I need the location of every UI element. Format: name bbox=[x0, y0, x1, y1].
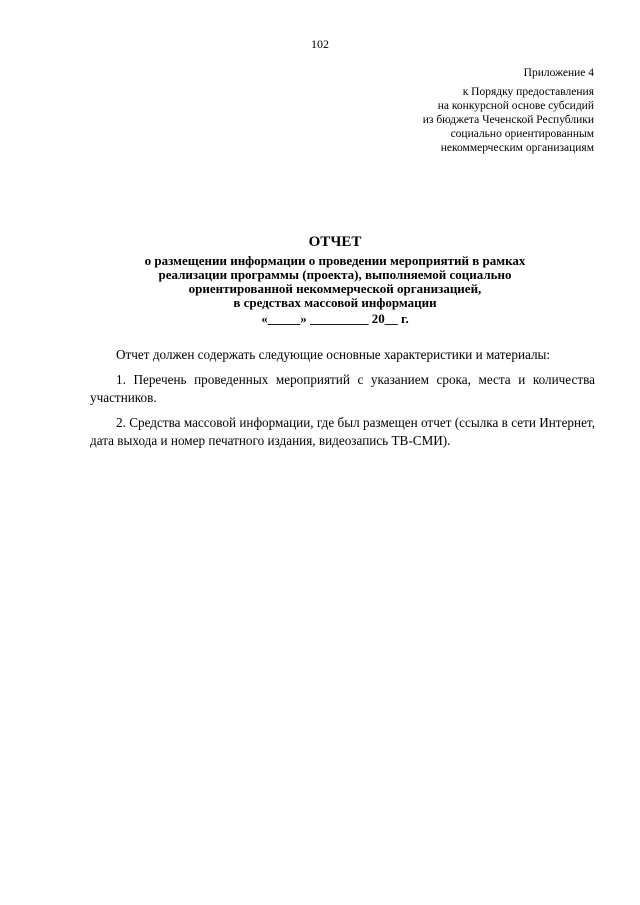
appendix-line: на конкурсной основе субсидий bbox=[437, 100, 594, 112]
appendix-block bbox=[334, 66, 594, 155]
body-list-item: 2. Средства массовой информации, где был размещен отчет (ссылка в сети Интернет, дата выхода и номер печатного издания, видеозапись ТВ-СМИ). bbox=[90, 415, 595, 448]
appendix-line: некоммерческим организациям bbox=[440, 142, 594, 154]
report-subtitle-line: в средствах массовой информации bbox=[233, 295, 437, 310]
report-subtitle-line: ориентированной некоммерческой организацией, bbox=[188, 281, 482, 296]
page-number: 102 bbox=[311, 37, 329, 51]
appendix-line: к Порядку предоставления bbox=[462, 86, 594, 98]
report-title: ОТЧЕТ bbox=[308, 234, 362, 250]
body-intro: Отчет должен содержать следующие основные характеристики и материалы: bbox=[116, 347, 551, 362]
report-body bbox=[90, 346, 595, 457]
body-list-item: 1. Перечень проведенных мероприятий с указанием срока, места и количества участников. bbox=[90, 372, 595, 405]
appendix-line: социально ориентированным bbox=[450, 128, 594, 140]
report-subtitle-line: реализации программы (проекта), выполняемой социально bbox=[158, 267, 512, 282]
report-subtitle-line: о размещении информации о проведении мероприятий в рамках bbox=[144, 253, 526, 268]
report-date-line: «_____» _________ 20__ г. bbox=[261, 311, 409, 326]
report-title-block bbox=[60, 233, 610, 327]
appendix-label: Приложение 4 bbox=[523, 67, 594, 79]
appendix-line: из бюджета Чеченской Республики bbox=[422, 114, 594, 126]
